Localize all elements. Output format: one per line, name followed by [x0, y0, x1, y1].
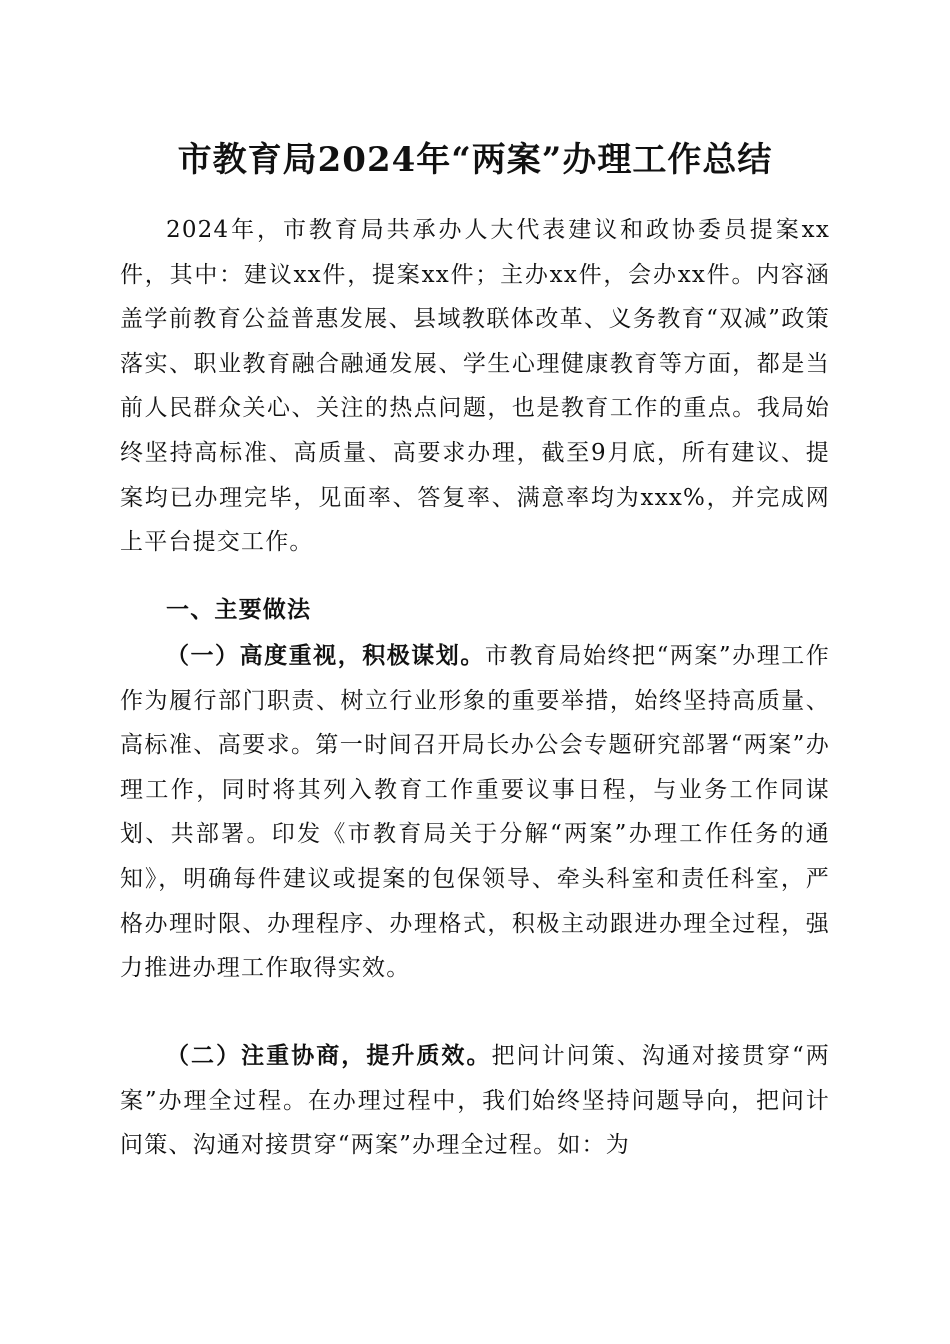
paragraph-lead: （一）高度重视，积极谋划。	[166, 642, 485, 669]
paragraph-attention-planning	[120, 634, 830, 991]
section-heading: 一、主要做法	[166, 597, 312, 623]
document-title: 市教育局2024年“两案”办理工作总结	[177, 140, 773, 180]
intro-paragraph: 2024年，市教育局共承办人大代表建议和政协委员提案xx件，其中：建议xx件，提案xx件；主办xx件，会办xx件。内容涵盖学前教育公益普惠发展、县域教联体改革、义务教育“双减”政策落实、职业教育融合融通发展、学生心理健康教育等方面，都是当前人民群众关心、关注的热点问题，也是教育工作的重点。我局始终坚持高标准、高质量、高要求办理，截至9月底，所有建议、提案均已办理完毕，见面率、答复率、满意率均为xxx%，并完成网上平台提交工作。	[120, 217, 830, 556]
paragraph-body: 市教育局始终把“两案”办理工作作为履行部门职责、树立行业形象的重要举措，始终坚持高质量、高标准、高要求。第一时间召开局长办公会专题研究部署“两案”办理工作，同时将其列入教育工作重要议事日程，与业务工作同谋划、共部署。印发《市教育局关于分解“两案”办理工作任务的通知》，明确每件建议或提案的包保领导、牵头科室和责任科室，严格办理时限、办理程序、办理格式，积极主动跟进办理全过程，强力推进办理工作取得实效。	[120, 643, 830, 982]
paragraph-lead: （二）注重协商，提升质效。	[166, 1042, 492, 1069]
paragraph-consultation-efficiency	[120, 1034, 830, 1168]
paragraph-body: 把问计问策、沟通对接贯穿“两案”办理全过程。在办理过程中，我们始终坚持问题导向，把问计问策、沟通对接贯穿“两案”办理全过程。如：为	[120, 1043, 830, 1159]
